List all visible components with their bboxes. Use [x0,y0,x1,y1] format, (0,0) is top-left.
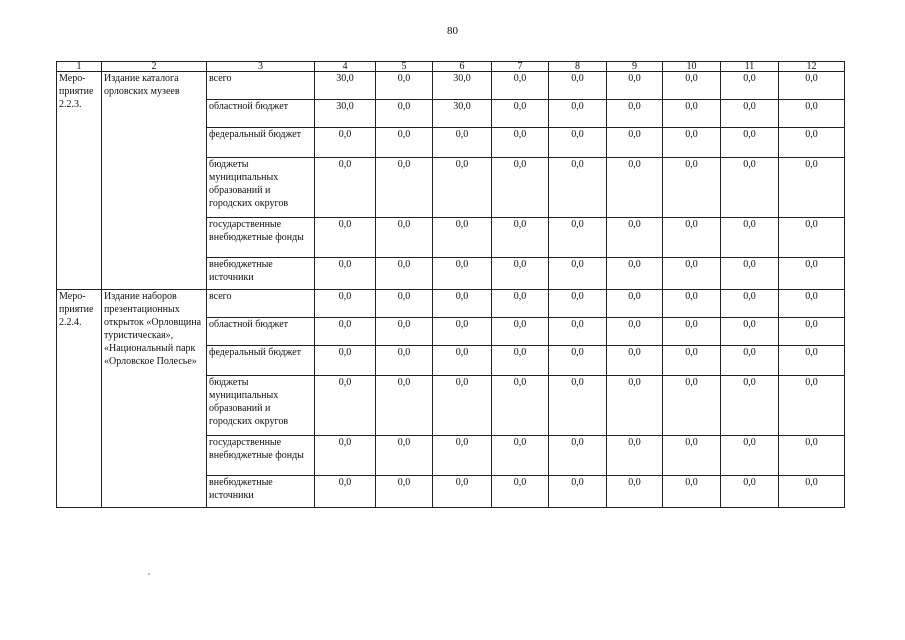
amount-cell: 0,0 [779,128,845,158]
amount-cell: 0,0 [721,100,779,128]
amount-cell: 0,0 [721,72,779,100]
amount-cell: 0,0 [315,318,376,346]
amount-cell: 0,0 [315,258,376,290]
amount-cell: 0,0 [663,158,721,218]
amount-cell: 0,0 [607,72,663,100]
amount-cell: 0,0 [721,476,779,508]
amount-cell: 0,0 [607,436,663,476]
amount-cell: 0,0 [607,318,663,346]
activity-code-line: Меро- [59,73,86,84]
amount-cell: 0,0 [433,376,492,436]
funding-source-label: всего [207,290,315,318]
header-cell: 3 [207,62,315,72]
amount-cell: 0,0 [549,476,607,508]
amount-cell: 0,0 [376,128,433,158]
amount-cell: 0,0 [315,158,376,218]
amount-cell: 0,0 [779,376,845,436]
amount-cell: 0,0 [721,436,779,476]
amount-cell: 0,0 [663,72,721,100]
amount-cell: 0,0 [549,218,607,258]
header-cell: 5 [376,62,433,72]
amount-cell: 0,0 [315,436,376,476]
amount-cell: 0,0 [721,290,779,318]
amount-cell: 0,0 [663,376,721,436]
header-cell: 4 [315,62,376,72]
header-cell: 12 [779,62,845,72]
funding-source-label: государственные внебюджетные фонды [207,218,315,258]
funding-source-label: бюджеты муниципальных образований и городских округов [207,158,315,218]
amount-cell: 0,0 [779,436,845,476]
amount-cell: 0,0 [607,290,663,318]
amount-cell: 0,0 [433,318,492,346]
amount-cell: 0,0 [492,128,549,158]
amount-cell: 0,0 [721,218,779,258]
amount-cell: 0,0 [721,376,779,436]
activity-name: Издание каталога орловских музеев [102,72,207,290]
amount-cell: 0,0 [492,158,549,218]
amount-cell: 0,0 [376,436,433,476]
amount-cell: 0,0 [779,290,845,318]
amount-cell: 0,0 [779,72,845,100]
funding-source-label: федеральный бюджет [207,128,315,158]
amount-cell: 0,0 [376,158,433,218]
amount-cell: 0,0 [663,128,721,158]
amount-cell: 0,0 [492,290,549,318]
activity-name: Издание наборов презентационных открыток «Орловщина туристическая», «Национальный парк «Орловское Полесье» [102,290,207,508]
header-cell: 10 [663,62,721,72]
header-cell: 9 [607,62,663,72]
amount-cell: 0,0 [492,376,549,436]
amount-cell: 0,0 [492,346,549,376]
amount-cell: 0,0 [779,100,845,128]
amount-cell: 0,0 [549,290,607,318]
amount-cell: 0,0 [549,128,607,158]
amount-cell: 0,0 [663,346,721,376]
budget-table [56,61,845,508]
amount-cell: 0,0 [433,218,492,258]
amount-cell: 0,0 [663,318,721,346]
amount-cell: 0,0 [607,218,663,258]
amount-cell: 0,0 [779,158,845,218]
amount-cell: 0,0 [721,128,779,158]
amount-cell: 0,0 [663,476,721,508]
amount-cell: 0,0 [607,346,663,376]
header-cell: 11 [721,62,779,72]
header-cell: 6 [433,62,492,72]
amount-cell: 30,0 [315,72,376,100]
amount-cell: 0,0 [433,346,492,376]
amount-cell: 0,0 [549,258,607,290]
amount-cell: 0,0 [607,476,663,508]
amount-cell: 0,0 [433,290,492,318]
amount-cell: 0,0 [315,376,376,436]
amount-cell: 0,0 [549,436,607,476]
amount-cell: 0,0 [663,436,721,476]
amount-cell: 0,0 [721,346,779,376]
amount-cell: 0,0 [779,258,845,290]
amount-cell: 30,0 [433,100,492,128]
amount-cell: 0,0 [315,476,376,508]
amount-cell: 0,0 [376,218,433,258]
amount-cell: 0,0 [549,346,607,376]
amount-cell: 0,0 [433,158,492,218]
funding-source-label: федеральный бюджет [207,346,315,376]
amount-cell: 0,0 [492,100,549,128]
funding-source-label: внебюджетные источники [207,476,315,508]
amount-cell: 0,0 [376,258,433,290]
amount-cell: 0,0 [607,158,663,218]
funding-source-label: областной бюджет [207,318,315,346]
amount-cell: 0,0 [721,318,779,346]
amount-cell: 0,0 [607,100,663,128]
amount-cell: 0,0 [315,218,376,258]
amount-cell: 0,0 [376,476,433,508]
activity-code [57,290,102,508]
page-number: 80 [447,25,458,37]
header-cell: 2 [102,62,207,72]
amount-cell: 0,0 [779,318,845,346]
scan-speck [148,573,150,575]
amount-cell: 0,0 [376,72,433,100]
amount-cell: 0,0 [376,100,433,128]
amount-cell: 0,0 [663,258,721,290]
activity-code-line: 2.2.3. [59,99,82,110]
amount-cell: 0,0 [376,376,433,436]
activity-code-line: приятие [59,304,94,315]
amount-cell: 0,0 [492,436,549,476]
amount-cell: 0,0 [433,258,492,290]
amount-cell: 0,0 [549,100,607,128]
amount-cell: 0,0 [492,318,549,346]
amount-cell: 0,0 [549,158,607,218]
amount-cell: 0,0 [549,376,607,436]
table-row [57,290,845,318]
funding-source-label: государственные внебюджетные фонды [207,436,315,476]
amount-cell: 0,0 [721,158,779,218]
amount-cell: 0,0 [492,72,549,100]
amount-cell: 0,0 [663,100,721,128]
amount-cell: 0,0 [376,318,433,346]
header-cell: 7 [492,62,549,72]
funding-source-label: бюджеты муниципальных образований и городских округов [207,376,315,436]
amount-cell: 0,0 [315,290,376,318]
amount-cell: 0,0 [315,128,376,158]
header-cell: 1 [57,62,102,72]
amount-cell: 0,0 [607,376,663,436]
amount-cell: 0,0 [779,476,845,508]
table-row [57,72,845,100]
amount-cell: 0,0 [492,218,549,258]
amount-cell: 30,0 [433,72,492,100]
amount-cell: 0,0 [433,436,492,476]
funding-source-label: всего [207,72,315,100]
funding-source-label: внебюджетные источники [207,258,315,290]
header-cell: 8 [549,62,607,72]
activity-code-line: 2.2.4. [59,317,82,328]
funding-source-label: областной бюджет [207,100,315,128]
amount-cell: 0,0 [315,346,376,376]
activity-code [57,72,102,290]
amount-cell: 0,0 [663,218,721,258]
amount-cell: 0,0 [376,290,433,318]
amount-cell: 0,0 [549,72,607,100]
amount-cell: 0,0 [607,128,663,158]
activity-code-line: Меро- [59,291,86,302]
amount-cell: 0,0 [433,128,492,158]
amount-cell: 0,0 [779,218,845,258]
amount-cell: 0,0 [376,346,433,376]
amount-cell: 0,0 [433,476,492,508]
amount-cell: 0,0 [663,290,721,318]
amount-cell: 0,0 [607,258,663,290]
amount-cell: 0,0 [779,346,845,376]
table-header-row [57,62,845,72]
amount-cell: 0,0 [549,318,607,346]
amount-cell: 0,0 [721,258,779,290]
amount-cell: 30,0 [315,100,376,128]
amount-cell: 0,0 [492,476,549,508]
amount-cell: 0,0 [492,258,549,290]
activity-code-line: приятие [59,86,94,97]
